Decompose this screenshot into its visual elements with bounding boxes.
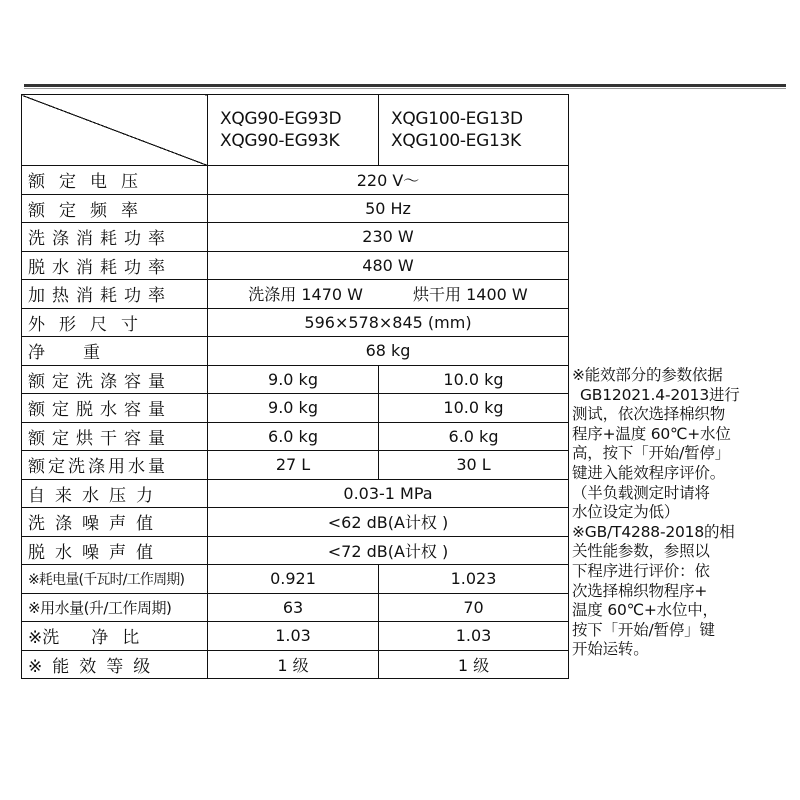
row-spin-noise bbox=[22, 536, 569, 565]
row-label: 净 重 bbox=[22, 337, 208, 366]
row-value-col2: 10.0 kg bbox=[379, 365, 569, 394]
note-line: 键进入能效程序评价。 bbox=[572, 463, 726, 482]
row-label: 自来水压力 bbox=[22, 479, 208, 508]
row-wash-noise bbox=[22, 508, 569, 537]
row-heating-power bbox=[22, 280, 569, 309]
model-col1 bbox=[208, 95, 379, 166]
row-label: 额定脱水容量 bbox=[22, 394, 208, 423]
row-value-col1: 1 级 bbox=[208, 650, 379, 679]
row-value: <72 dB(A计权 ) bbox=[208, 536, 569, 565]
row-label: 额定洗涤容量 bbox=[22, 365, 208, 394]
header-corner-diagonal bbox=[22, 95, 208, 166]
note-line: （半负载测定时请将 bbox=[572, 483, 710, 502]
row-value: 480 W bbox=[208, 251, 569, 280]
row-value: 0.03-1 MPa bbox=[208, 479, 569, 508]
header-row bbox=[22, 95, 569, 166]
row-value-col2: 30 L bbox=[379, 451, 569, 480]
row-energy-consumption bbox=[22, 565, 569, 594]
top-rule bbox=[24, 84, 786, 87]
row-value-col1: 27 L bbox=[208, 451, 379, 480]
note-line: 测试，依次选择棉织物 bbox=[572, 405, 726, 424]
row-value: 596×578×845 (mm) bbox=[208, 308, 569, 337]
row-dry-capacity bbox=[22, 422, 569, 451]
row-value-col2: 1.023 bbox=[379, 565, 569, 594]
row-value: 230 W bbox=[208, 223, 569, 252]
row-value-col2: 6.0 kg bbox=[379, 422, 569, 451]
row-value-col2: 10.0 kg bbox=[379, 394, 569, 423]
row-spin-power bbox=[22, 251, 569, 280]
row-value: 220 V～ bbox=[208, 166, 569, 195]
side-note bbox=[572, 366, 794, 660]
row-label: 额定电压 bbox=[22, 166, 208, 195]
row-label: 洗涤消耗功率 bbox=[22, 223, 208, 252]
row-value: 50 Hz bbox=[208, 194, 569, 223]
row-value-col1: 63 bbox=[208, 593, 379, 622]
note-line: GB12021.4-2013进行 bbox=[580, 385, 740, 404]
row-rated-voltage bbox=[22, 166, 569, 195]
note-line: 关性能参数，参照以 bbox=[572, 542, 710, 561]
row-value bbox=[208, 280, 569, 309]
heating-dry-value: 烘干用 1400 W bbox=[413, 285, 528, 305]
model-col2 bbox=[379, 95, 569, 166]
note-line: 次选择棉织物程序+ bbox=[572, 581, 708, 600]
heating-wash-value: 洗涤用 1470 W bbox=[248, 285, 363, 305]
row-water-pressure bbox=[22, 479, 569, 508]
note-line: ※GB/T4288-2018的相 bbox=[572, 522, 735, 541]
note-line: 按下「开始/暂停」键 bbox=[572, 620, 715, 639]
row-label: 脱水噪声值 bbox=[22, 536, 208, 565]
spec-table bbox=[21, 94, 569, 679]
row-wash-capacity bbox=[22, 365, 569, 394]
row-value-col1: 0.921 bbox=[208, 565, 379, 594]
row-value-col1: 9.0 kg bbox=[208, 365, 379, 394]
row-label: 额定烘干容量 bbox=[22, 422, 208, 451]
model-col1-line1: XQG90-EG93D bbox=[220, 109, 342, 129]
row-water-usage bbox=[22, 451, 569, 480]
row-spin-capacity bbox=[22, 394, 569, 423]
row-label: ※能效等级 bbox=[22, 650, 208, 679]
model-col2-line2: XQG100-EG13K bbox=[391, 131, 521, 151]
row-value: <62 dB(A计权 ) bbox=[208, 508, 569, 537]
row-label: 加热消耗功率 bbox=[22, 280, 208, 309]
row-label: ※耗电量(千瓦时/工作周期) bbox=[22, 565, 208, 594]
row-rated-frequency bbox=[22, 194, 569, 223]
note-line: 开始运转。 bbox=[572, 640, 649, 659]
row-label: 额定洗涤用水量 bbox=[22, 451, 208, 480]
row-dimensions bbox=[22, 308, 569, 337]
row-wash-power bbox=[22, 223, 569, 252]
row-water-consumption bbox=[22, 593, 569, 622]
row-value-col1: 1.03 bbox=[208, 622, 379, 651]
row-value-col1: 6.0 kg bbox=[208, 422, 379, 451]
model-col2-line1: XQG100-EG13D bbox=[391, 109, 523, 129]
note-line: 程序+温度 60℃+水位 bbox=[572, 424, 731, 443]
row-label: ※洗 净比 bbox=[22, 622, 208, 651]
row-value-col1: 9.0 kg bbox=[208, 394, 379, 423]
note-line: 下程序进行评价：依 bbox=[572, 561, 710, 580]
row-value-col2: 1 级 bbox=[379, 650, 569, 679]
model-col1-line2: XQG90-EG93K bbox=[220, 131, 340, 151]
row-value-col2: 1.03 bbox=[379, 622, 569, 651]
note-line: 水位设定为低） bbox=[572, 503, 680, 522]
row-cleaning-ratio bbox=[22, 622, 569, 651]
row-value: 68 kg bbox=[208, 337, 569, 366]
row-value-col2: 70 bbox=[379, 593, 569, 622]
row-label: 脱水消耗功率 bbox=[22, 251, 208, 280]
row-net-weight bbox=[22, 337, 569, 366]
row-label: 外形尺寸 bbox=[22, 308, 208, 337]
note-line: 高，按下「开始/暂停」 bbox=[572, 444, 731, 463]
row-energy-grade bbox=[22, 650, 569, 679]
note-line: 温度 60℃+水位中， bbox=[572, 601, 718, 620]
row-label: 额定频率 bbox=[22, 194, 208, 223]
note-line: ※能效部分的参数依据 bbox=[572, 366, 723, 384]
row-label: 洗涤噪声值 bbox=[22, 508, 208, 537]
row-label: ※用水量(升/工作周期) bbox=[22, 593, 208, 622]
top-rule-shadow bbox=[24, 88, 786, 89]
